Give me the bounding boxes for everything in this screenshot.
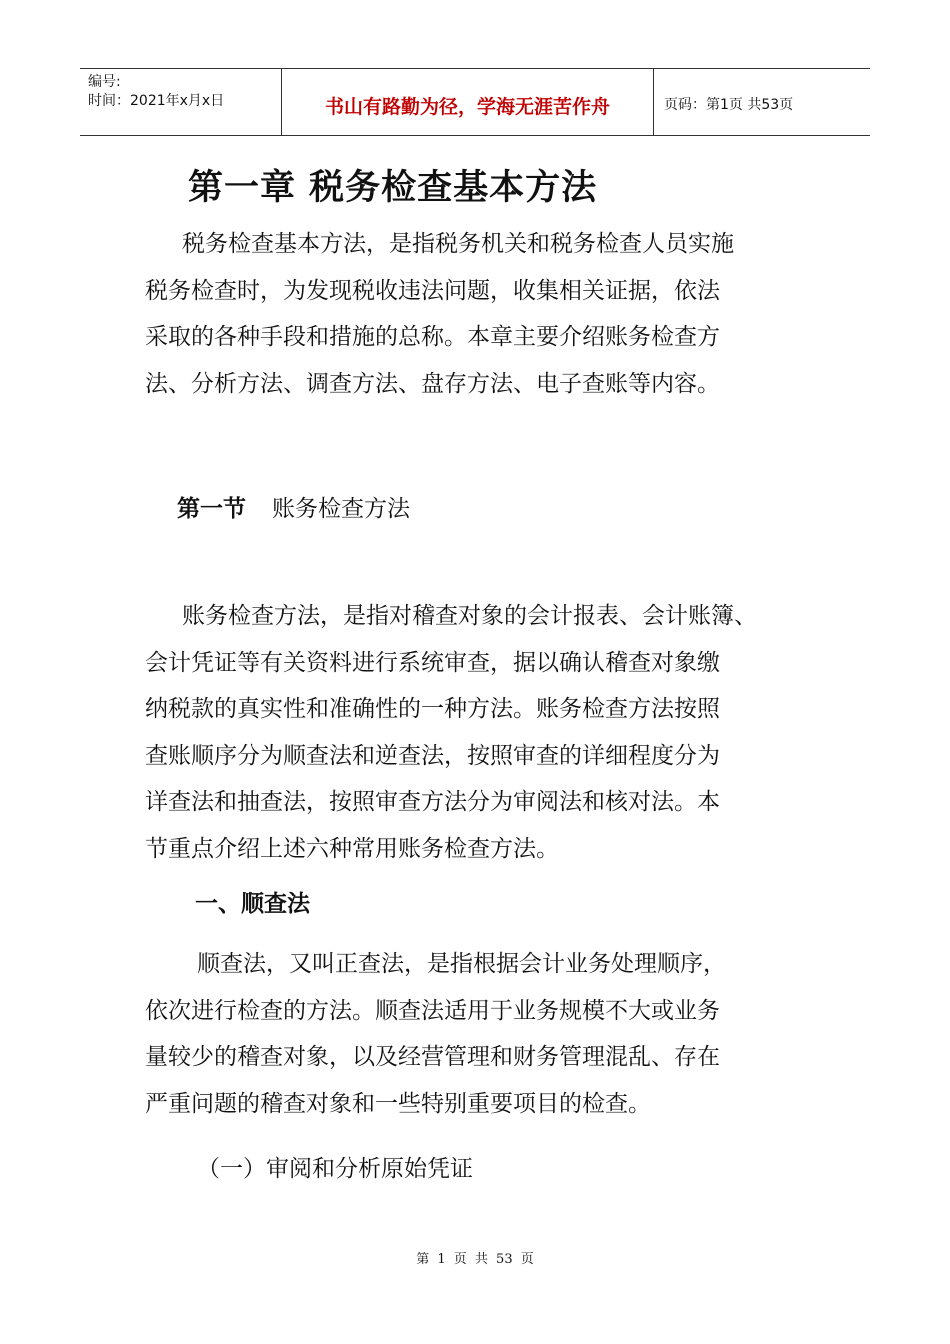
- paragraph-line: 税务检查基本方法，是指税务机关和税务检查人员实施: [182, 231, 734, 257]
- subsection-paragraph: [145, 941, 825, 1127]
- header-page-cell: [654, 69, 870, 135]
- paragraph-line: 纳税款的真实性和准确性的一种方法。账务检查方法按照: [145, 696, 720, 722]
- paragraph-line: 法、分析方法、调查方法、盘存方法、电子查账等内容。: [145, 370, 720, 397]
- intro-paragraph: [145, 221, 825, 407]
- section-title: 账务检查方法: [272, 496, 410, 522]
- header-motto: 书山有路勤为径，学海无涯苦作舟: [324, 96, 610, 118]
- document-number-label: 编号:: [88, 74, 121, 90]
- document-header: [80, 68, 870, 136]
- paragraph-line: 详查法和抽查法，按照审查方法分为审阅法和核对法。本: [145, 789, 720, 815]
- section-number: 第一节: [177, 496, 246, 522]
- subsection-title: 一、顺查法: [195, 891, 310, 917]
- sub-subsection-title: （一）审阅和分析原始凭证: [197, 1156, 473, 1182]
- header-page-info: 页码：第1页 共53页: [664, 97, 794, 113]
- page-footer: 第 1 页 共 53 页: [416, 1252, 534, 1267]
- section-paragraph: [145, 593, 825, 872]
- paragraph-line: 依次进行检查的方法。顺查法适用于业务规模不大或业务: [145, 997, 720, 1024]
- paragraph-line: 量较少的稽查对象，以及经营管理和财务管理混乱、存在: [145, 1044, 720, 1070]
- paragraph-line: 采取的各种手段和措施的总称。本章主要介绍账务检查方: [145, 324, 720, 350]
- paragraph-line: 顺查法，又叫正查法，是指根据会计业务处理顺序，: [197, 951, 726, 977]
- paragraph-line: 节重点介绍上述六种常用账务检查方法。: [145, 835, 559, 862]
- paragraph-line: 查账顺序分为顺查法和逆查法，按照审查的详细程度分为: [145, 742, 720, 769]
- paragraph-line: 会计凭证等有关资料进行系统审查，据以确认稽查对象缴: [145, 649, 720, 676]
- document-time-label: 时间：2021年x月x日: [88, 93, 225, 109]
- section-heading: [177, 490, 410, 523]
- paragraph-line: 账务检查方法，是指对稽查对象的会计报表、会计账簿、: [182, 603, 757, 629]
- header-motto-cell: [281, 69, 654, 135]
- paragraph-line: 严重问题的稽查对象和一些特别重要项目的检查。: [145, 1090, 651, 1117]
- paragraph-line: 税务检查时，为发现税收违法问题，收集相关证据，依法: [145, 277, 720, 304]
- chapter-title: 第一章 税务检查基本方法: [188, 168, 598, 208]
- header-meta-cell: [80, 69, 281, 135]
